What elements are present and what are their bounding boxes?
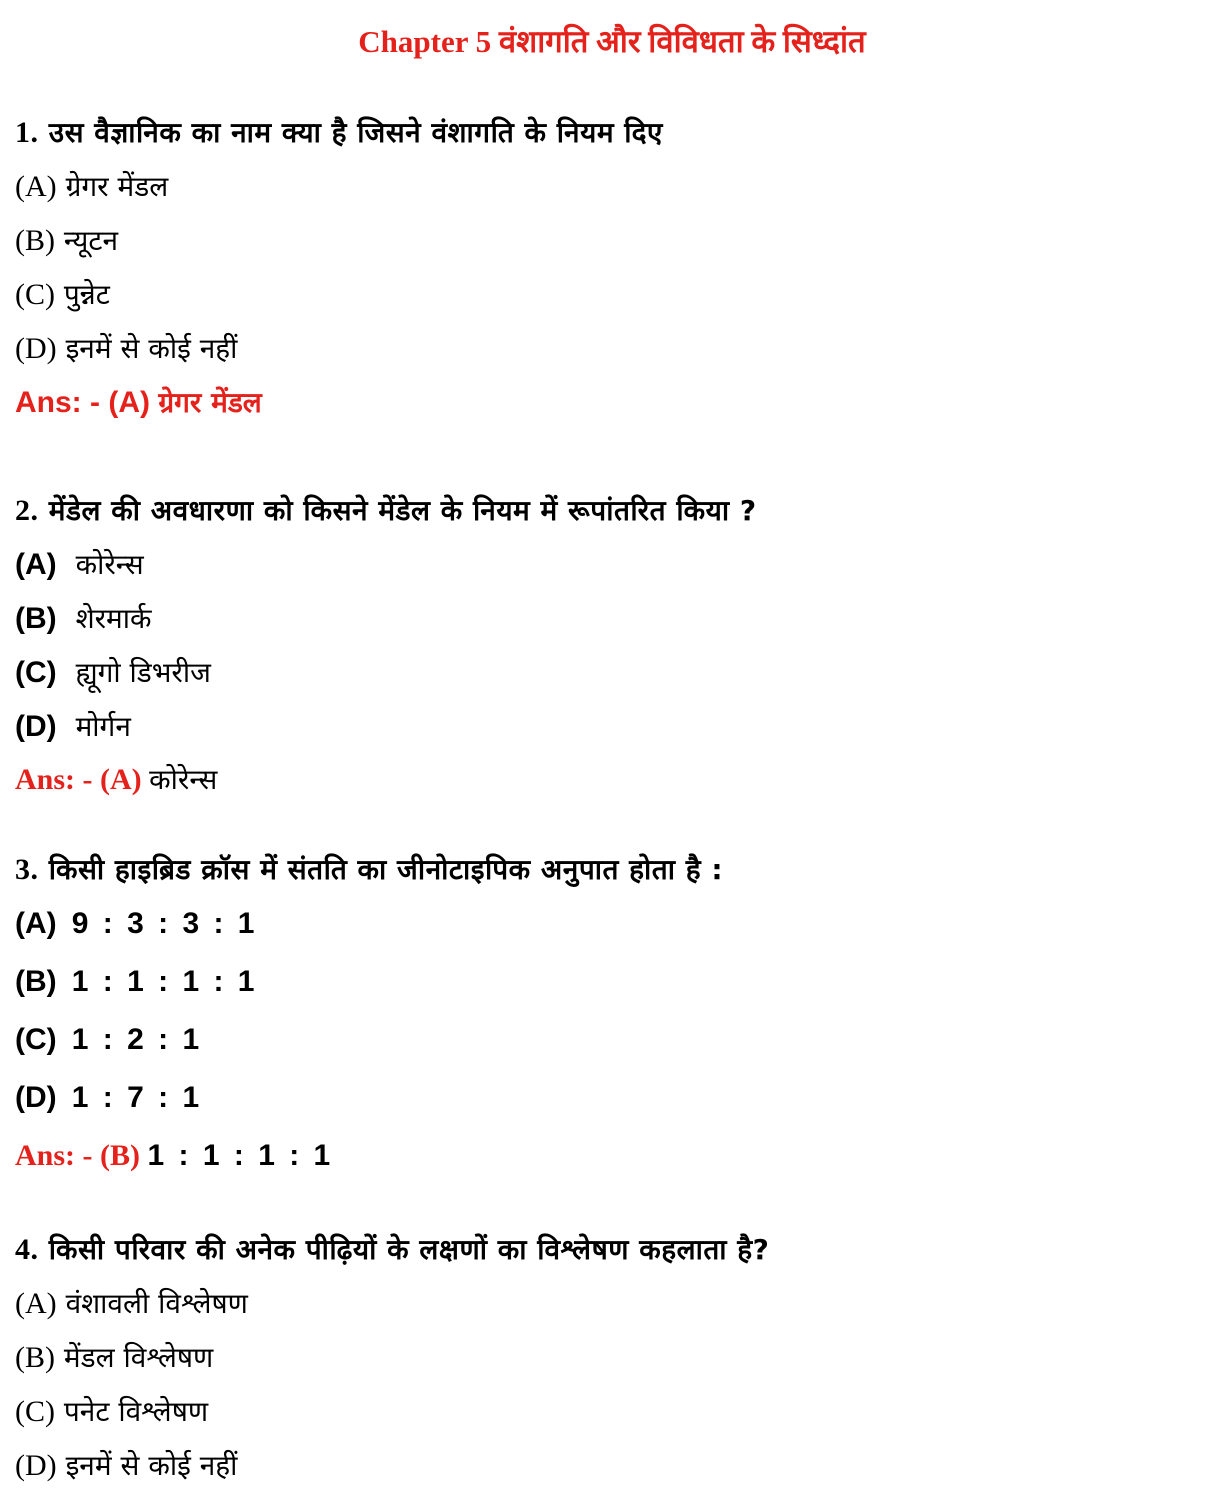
option-label: (A) [15, 548, 57, 581]
option-text: मोर्गन [75, 710, 131, 743]
option-text: 1 : 1 : 1 : 1 [71, 965, 255, 998]
option-c [15, 651, 211, 695]
option-label: (C) [15, 278, 55, 311]
option-c [15, 273, 110, 317]
option-b [15, 1336, 213, 1380]
option-label: (D) [15, 332, 57, 365]
question-text: किसी हाइब्रिड क्रॉस में संतति का जीनोटाइपिक अनुपात होता है : [48, 853, 724, 886]
option-label: (A) [15, 1287, 57, 1320]
answer-text: कोरेन्स [149, 763, 218, 796]
question-text: किसी परिवार की अनेक पीढ़ियों के लक्षणों का विश्लेषण कहलाता है? [48, 1233, 770, 1266]
answer-prefix: Ans: - (A) [15, 386, 150, 419]
option-b [15, 219, 118, 263]
option-label: (B) [15, 602, 57, 635]
question-number: 1. [15, 116, 39, 149]
option-d [15, 705, 131, 749]
option-text: 1 : 7 : 1 [71, 1081, 200, 1114]
option-a [15, 543, 144, 587]
option-text: इनमें से कोई नहीं [65, 332, 238, 365]
option-label: (A) [15, 907, 57, 940]
option-d [15, 1444, 237, 1488]
option-text: शेरमार्क [75, 602, 152, 635]
option-text: कोरेन्स [75, 548, 144, 581]
question-text: उस वैज्ञानिक का नाम क्या है जिसने वंशागति के नियम दिए [48, 116, 663, 149]
option-label: (C) [15, 1395, 55, 1428]
answer-3 [15, 1134, 330, 1178]
option-label: (B) [15, 965, 57, 998]
option-text: इनमें से कोई नहीं [65, 1449, 238, 1482]
question-number: 2. [15, 494, 39, 527]
option-text: वंशावली विश्लेषण [65, 1287, 248, 1320]
option-a [15, 165, 168, 209]
question-3 [15, 848, 723, 892]
option-text: ह्यूगो डिभरीज [75, 656, 211, 689]
option-b [15, 960, 254, 1004]
option-label: (D) [15, 710, 57, 743]
question-2 [15, 489, 757, 533]
answer-prefix: Ans: - (B) [15, 1139, 140, 1172]
option-label: (D) [15, 1449, 57, 1482]
option-a [15, 902, 254, 946]
option-text: मेंडल विश्लेषण [63, 1341, 214, 1374]
option-text: 9 : 3 : 3 : 1 [71, 907, 255, 940]
option-label: (B) [15, 1341, 55, 1374]
option-b [15, 597, 152, 641]
option-d [15, 327, 237, 371]
option-label: (B) [15, 224, 55, 257]
answer-2 [15, 758, 217, 802]
option-c [15, 1018, 199, 1062]
option-label: (C) [15, 1023, 57, 1056]
answer-text: 1 : 1 : 1 : 1 [147, 1139, 331, 1172]
option-c [15, 1390, 208, 1434]
option-text: 1 : 2 : 1 [71, 1023, 200, 1056]
option-text: न्यूटन [63, 224, 119, 257]
option-text: पुन्नेट [63, 278, 110, 311]
chapter-title: Chapter 5 वंशागति और विविधता के सिध्दांत [358, 24, 866, 59]
option-label: (C) [15, 656, 57, 689]
question-1 [15, 111, 663, 155]
question-number: 4. [15, 1233, 39, 1266]
answer-prefix: Ans: - (A) [15, 763, 142, 796]
question-text: मेंडेल की अवधारणा को किसने मेंडेल के नियम में रूपांतरित किया ? [48, 494, 757, 527]
option-d [15, 1076, 199, 1120]
option-label: (D) [15, 1081, 57, 1114]
answer-1 [15, 381, 262, 425]
option-a [15, 1282, 248, 1326]
option-text: ग्रेगर मेंडल [65, 170, 169, 203]
answer-text: ग्रेगर मेंडल [158, 386, 262, 419]
question-4 [15, 1228, 769, 1272]
question-number: 3. [15, 853, 39, 886]
option-label: (A) [15, 170, 57, 203]
option-text: पनेट विश्लेषण [63, 1395, 209, 1428]
